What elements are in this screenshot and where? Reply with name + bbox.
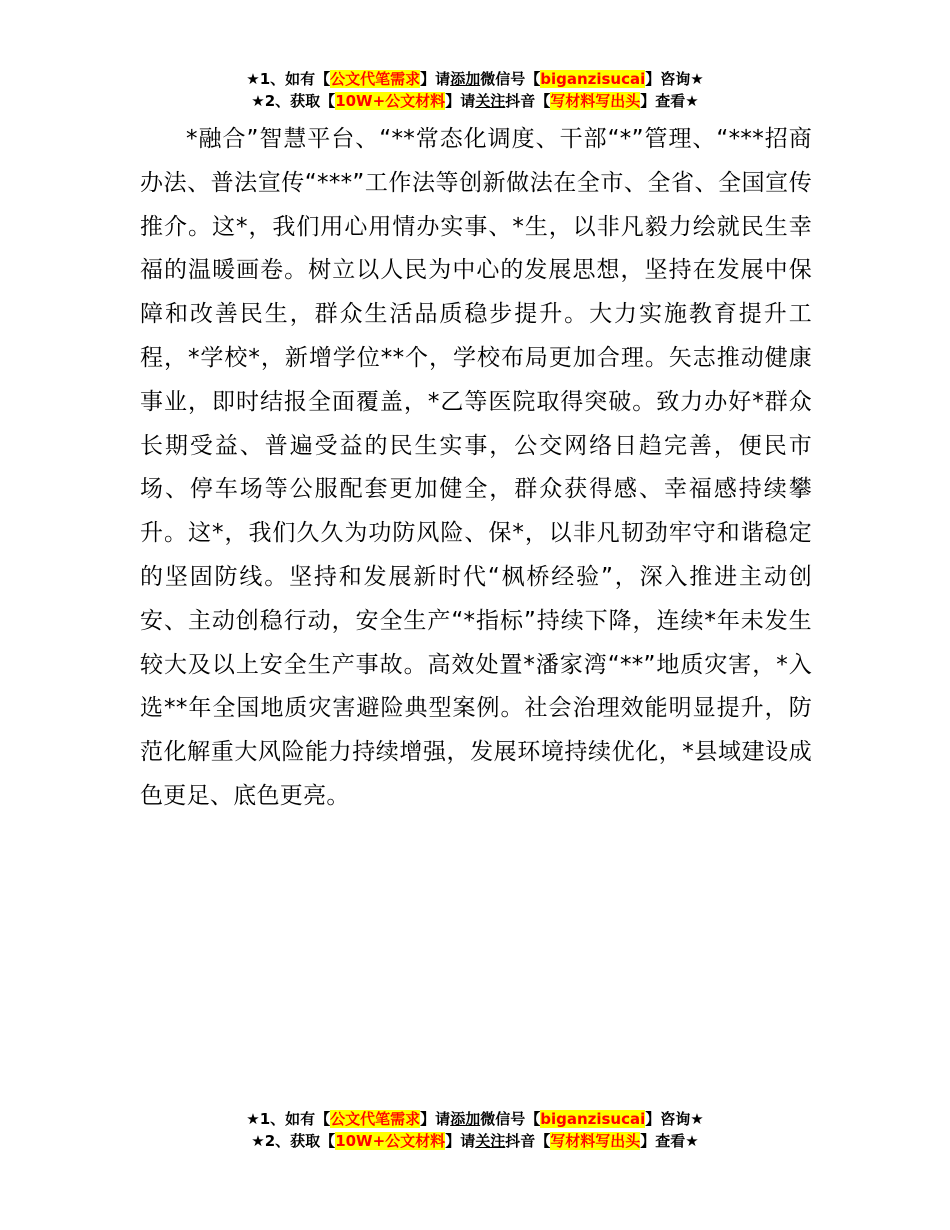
highlight-text: 公文代笔需求 [330, 70, 421, 88]
highlight-text: 公文代笔需求 [330, 1110, 421, 1128]
banner-text: 】请 [445, 1132, 476, 1150]
banner-line-1 [0, 68, 950, 90]
banner-text: 】咨询★ [645, 70, 704, 88]
banner-text: ★2、获取【 [251, 1132, 336, 1150]
banner-text: 抖音【 [505, 1132, 551, 1150]
highlight-text: 写材料写出头 [550, 92, 641, 110]
highlight-text: biganzisucai [540, 70, 646, 88]
banner-text: 微信号【 [480, 1110, 541, 1128]
banner-line-2 [0, 90, 950, 112]
banner-text: ★2、获取【 [251, 92, 336, 110]
banner-line-1 [0, 1108, 950, 1130]
banner-text: 】请 [420, 1110, 451, 1128]
highlight-text: 写材料写出头 [550, 1132, 641, 1150]
banner-text: ★1、如有【 [246, 70, 331, 88]
banner-text: 抖音【 [505, 92, 551, 110]
highlight-text: 10W+公文材料 [335, 92, 446, 110]
highlight-text: 10W+公文材料 [335, 1132, 446, 1150]
banner-text: 】请 [420, 70, 451, 88]
banner-line-2 [0, 1130, 950, 1152]
banner-text: 】查看★ [640, 1132, 699, 1150]
banner-text: ★1、如有【 [246, 1110, 331, 1128]
banner-text: 】咨询★ [645, 1110, 704, 1128]
header-banner [0, 68, 950, 112]
highlight-text: biganzisucai [540, 1110, 646, 1128]
banner-text: 微信号【 [480, 70, 541, 88]
underlined-text: 添加 [450, 1110, 481, 1128]
body-paragraph: *融合”智慧平台、“**常态化调度、干部“*”管理、“***招商办法、普法宣传“***”工作法等创新做法在全市、全省、全国宣传推介。这*，我们用心用情办实事、*生，以非凡毅力绘就民生幸福的温暖画卷。树立以人民为中心的发展思想，坚持在发展中保障和改善民生，群众生活品质稳步提升。大力实施教育提升工程，*学校*，新增学位**个，学校布局更加合理。矢志推动健康事业，即时结报全面覆盖，*乙等医院取得突破。致力办好*群众长期受益、普遍受益的民生实事，公交网络日趋完善，便民市场、停车场等公服配套更加健全，群众获得感、幸福感持续攀升。这*，我们久久为功防风险、保*，以非凡韧劲牢守和谐稳定的坚固防线。坚持和发展新时代“枫桥经验”，深入推进主动创安、主动创稳行动，安全生产“*指标”持续下降，连续*年未发生较大及以上安全生产事故。高效处置*潘家湾“**”地质灾害，*入选**年全国地质灾害避险典型案例。社会治理效能明显提升，防范化解重大风险能力持续增强，发展环境持续优化，*县域建设成色更足、底色更亮。 [140, 126, 812, 809]
banner-text: 】请 [445, 92, 476, 110]
banner-text: 】查看★ [640, 92, 699, 110]
underlined-text: 关注 [475, 1132, 506, 1150]
underlined-text: 添加 [450, 70, 481, 88]
underlined-text: 关注 [475, 92, 506, 110]
footer-banner [0, 1108, 950, 1152]
